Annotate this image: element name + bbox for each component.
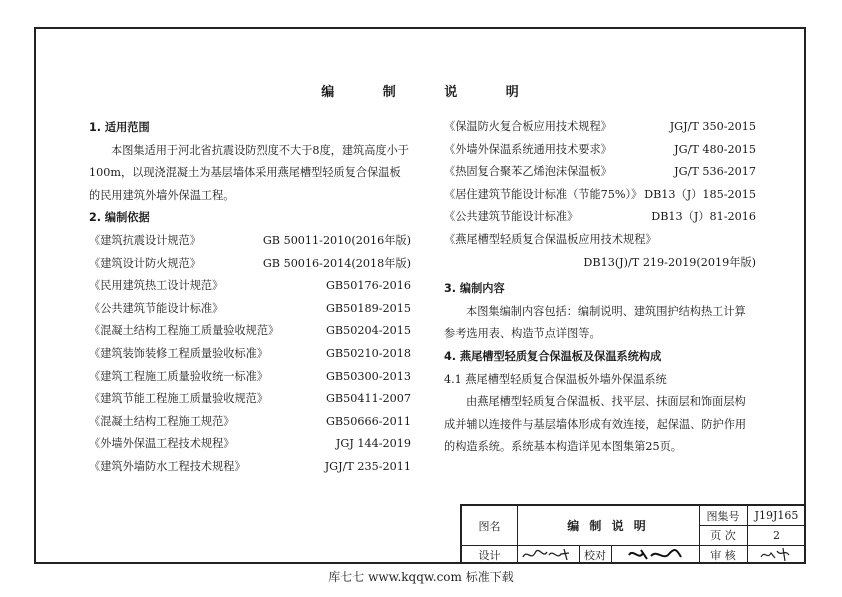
reference-name: 《混凝土结构工程施工规范》 [89,414,235,428]
drawing-name: 编 制 说 明 [567,519,649,533]
reference-code: JGJ 144-2019 [335,437,411,451]
reference-name: 《外墙外保温工程技术规程》 [89,437,235,451]
reference-item [89,320,411,343]
reference-item [89,411,411,434]
reference-code: GB50300-2013 [326,369,411,383]
reference-item [89,275,411,298]
reference-item [444,116,756,139]
reference-name: 《建筑外墙防水工程技术规程》 [89,459,246,473]
section-1-heading: 1. 适用范围 [89,121,150,134]
drawing-name-label: 图名 [478,519,501,533]
reference-item [89,388,411,411]
reference-item [89,433,411,456]
reference-name: 《热固复合聚苯乙烯泡沫保温板》 [444,165,612,179]
reference-name: 《混凝土结构工程施工质量验收规范》 [89,324,280,338]
reference-name: 《公共建筑节能设计标准》 [89,301,224,315]
reference-item [444,139,756,162]
reference-item [444,184,756,207]
reference-name: 《建筑装饰装修工程质量验收标准》 [89,346,269,360]
reference-name: 《保温防火复合板应用技术规程》 [444,120,612,133]
reference-name: 《建筑节能工程施工质量验收规范》 [89,392,269,406]
reference-name: 《燕尾槽型轻质复合保温板应用技术规程》 [444,232,657,246]
reference-code: GB50666-2011 [326,414,411,428]
section-3-heading: 3. 编制内容 [444,282,505,296]
left-column [89,117,411,479]
reference-name: 《外墙外保温系统通用技术要求》 [444,142,612,156]
reference-name: 《建筑工程施工质量验收统一标准》 [89,369,269,383]
page-number: 2 [773,528,780,542]
reference-code: JGJ/T 350-2015 [669,120,756,133]
check-label: 校对 [584,548,606,562]
page-label: 页 次 [710,529,736,542]
atlas-no-label: 图集号 [706,509,740,523]
review-label: 审 核 [710,548,736,562]
atlas-no: J19J165 [754,509,799,522]
reference-item [89,456,411,479]
page-title: 编 制 说 明 [321,85,541,100]
reference-code: GB50204-2015 [326,324,411,338]
reference-item [444,206,756,229]
section-3-body: 本图集编制内容包括：编制说明、建筑围护结构热工计算参考选用表、构造节点详图等。 [444,304,746,341]
section-4-heading: 4. 燕尾槽型轻质复合保温板及保温系统构成 [444,349,662,363]
design-label: 设计 [478,548,501,562]
reference-item [89,366,411,389]
reference-name: 《民用建筑热工设计规范》 [89,279,224,293]
reference-item [89,343,411,366]
reference-item [89,253,411,276]
reference-code: GB50189-2015 [326,301,411,315]
reference-code: GB 50016-2014(2018年版) [262,256,411,270]
reference-item [444,161,756,184]
designer-signature [517,545,579,564]
drawing-sheet [34,27,806,564]
title-block [460,504,806,564]
reference-item [89,230,411,253]
reference-code: DB13（J）81-2016 [651,210,756,224]
reference-code: GB50176-2016 [326,279,411,293]
reference-name: 《建筑抗震设计规范》 [89,233,201,247]
reference-code: DB13(J)/T 219-2019(2019年版) [583,255,756,269]
section-4-1-subheading: 4.1 燕尾槽型轻质复合保温板外墙外保温系统 [444,372,667,386]
reference-name: 《公共建筑节能设计标准》 [444,210,579,224]
reference-name: 《居住建筑节能设计标准（节能75%）》 [444,187,643,201]
checker-signature [611,545,699,564]
reference-list [89,230,411,479]
section-4-body: 由燕尾槽型轻质复合保温板、找平层、抹面层和饰面层构成并辅以连接件与基层墙体形成有效连接，起保温、防护作用的构造系统。系统基本构造详见本图集第25页。 [444,395,747,454]
reference-name: 《建筑设计防火规范》 [89,256,201,270]
reference-code: JG/T 480-2015 [674,142,756,156]
reference-code: JGJ/T 235-2011 [324,459,411,473]
reviewer-signature [747,545,806,564]
right-column [444,116,756,459]
section-2-heading: 2. 编制依据 [89,211,150,225]
reference-code: GB50411-2007 [326,392,411,406]
watermark-footer: 库七七 www.kqqw.com 标准下载 [328,570,514,584]
reference-code: DB13（J）185-2015 [644,187,756,201]
reference-code: GB50210-2018 [326,346,411,360]
section-1-body: 本图集适用于河北省抗震设防烈度不大于8度，建筑高度小于100m，以现浇混凝土为基层墙体采用燕尾槽型轻质复合保温板的民用建筑外墙外保温工程。 [89,143,409,202]
reference-code: GB 50011-2010(2016年版) [262,233,411,247]
reference-item [89,298,411,321]
reference-code: JG/T 536-2017 [674,165,756,179]
